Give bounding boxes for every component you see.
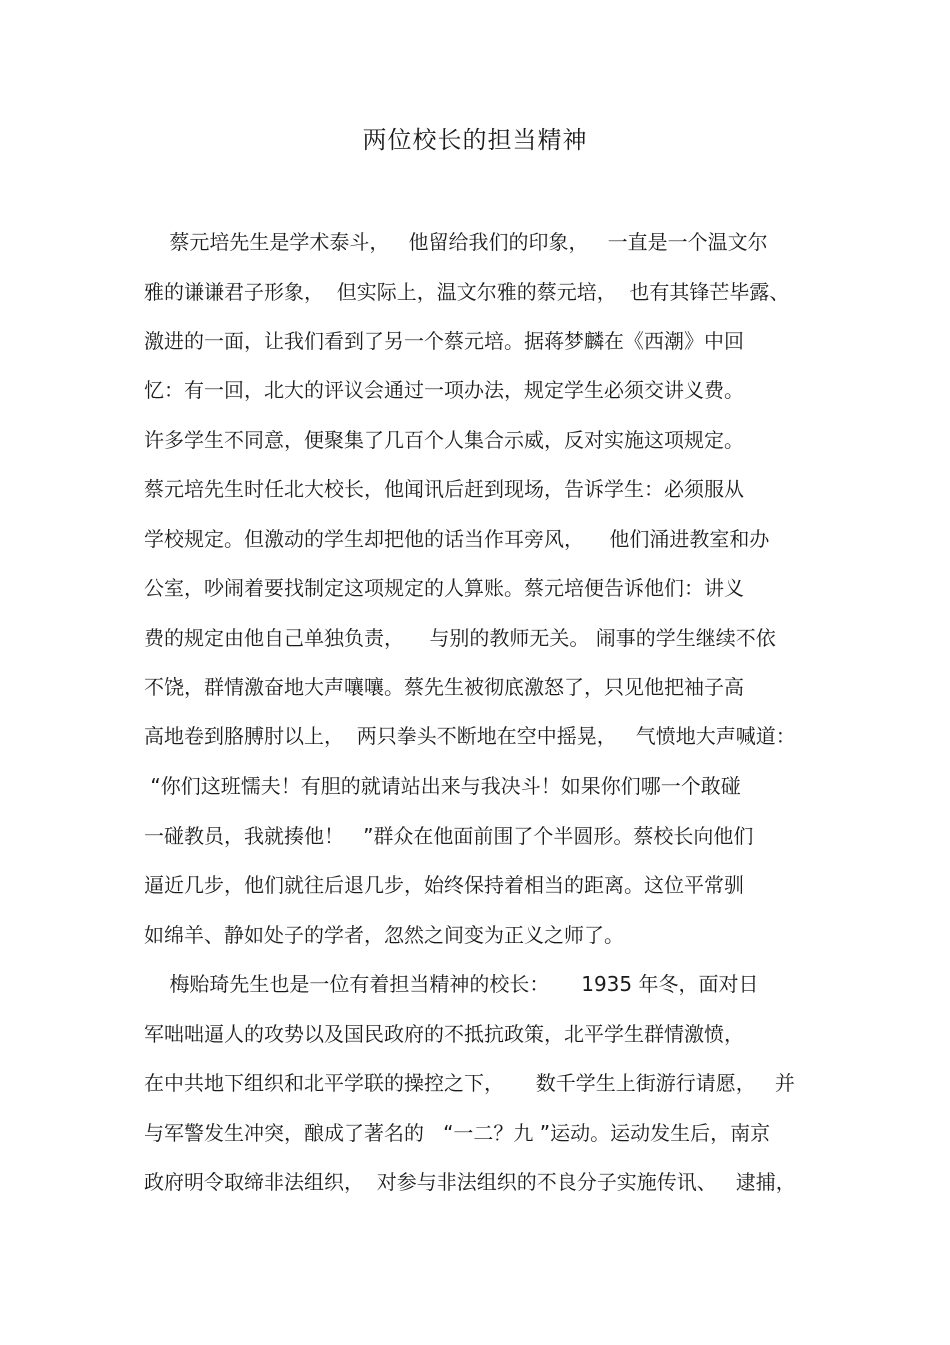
document-title: 两位校长的担当精神 [362,126,588,154]
paragraph-line: 与军警发生冲突，酿成了著名的 “一二？九 ”运动。运动发生后，南京 [144,1121,771,1145]
paragraph-line: 忆：有一回，北大的评议会通过一项办法，规定学生必须交讲义费。 [144,378,744,402]
paragraph-line: 梅贻琦先生也是一位有着担当精神的校长： 1935 年冬，面对日 [144,972,759,996]
paragraph-line: 高地卷到胳膊肘以上， 两只拳头不断地在空中摇晃， 气愤地大声喊道： [144,724,796,748]
paragraph-line: 在中共地下组织和北平学联的操控之下， 数千学生上街游行请愿， 并 [144,1071,795,1095]
paragraph-line: 政府明令取缔非法组织， 对参与非法组织的不良分子实施传讯、 逮捕， [144,1170,796,1194]
paragraph-line: 费的规定由他自己单独负责， 与别的教师无关。 闹事的学生继续不依 [144,626,776,650]
paragraph-line: 一碰教员，我就揍他！ ”群众在他面前围了个半圆形。蔡校长向他们 [144,824,754,848]
paragraph-line: 如绵羊、静如处子的学者，忽然之间变为正义之师了。 [144,923,624,947]
paragraph-line: 蔡元培先生时任北大校长，他闻讯后赶到现场，告诉学生：必须服从 [144,477,744,501]
paragraph-line: 公室，吵闹着要找制定这项规定的人算账。蔡元培便告诉他们：讲义 [144,576,744,600]
paragraph-line: 逼近几步，他们就往后退几步，始终保持着相当的距离。这位平常驯 [144,873,744,897]
paragraph-line: 学校规定。但激动的学生却把他的话当作耳旁风， 他们涌进教室和办 [144,527,770,551]
paragraph-line: 蔡元培先生是学术泰斗， 他留给我们的印象， 一直是一个温文尔 [144,230,768,254]
paragraph-line: “你们这班懦夫！有胆的就请站出来与我决斗！如果你们哪一个敢碰 [144,774,741,798]
paragraph-line: 雅的谦谦君子形象， 但实际上，温文尔雅的蔡元培， 也有其锋芒毕露、 [144,280,790,304]
paragraph-line: 不饶，群情激奋地大声嚷嚷。蔡先生被彻底激怒了，只见他把袖子高 [144,675,744,699]
paragraph-line: 许多学生不同意，便聚集了几百个人集合示威，反对实施这项规定。 [144,428,744,452]
paragraph-line: 激进的一面，让我们看到了另一个蔡元培。据蒋梦麟在《西潮》中回 [144,329,744,353]
paragraph-line: 军咄咄逼人的攻势以及国民政府的不抵抗政策，北平学生群情激愤， [144,1022,744,1046]
